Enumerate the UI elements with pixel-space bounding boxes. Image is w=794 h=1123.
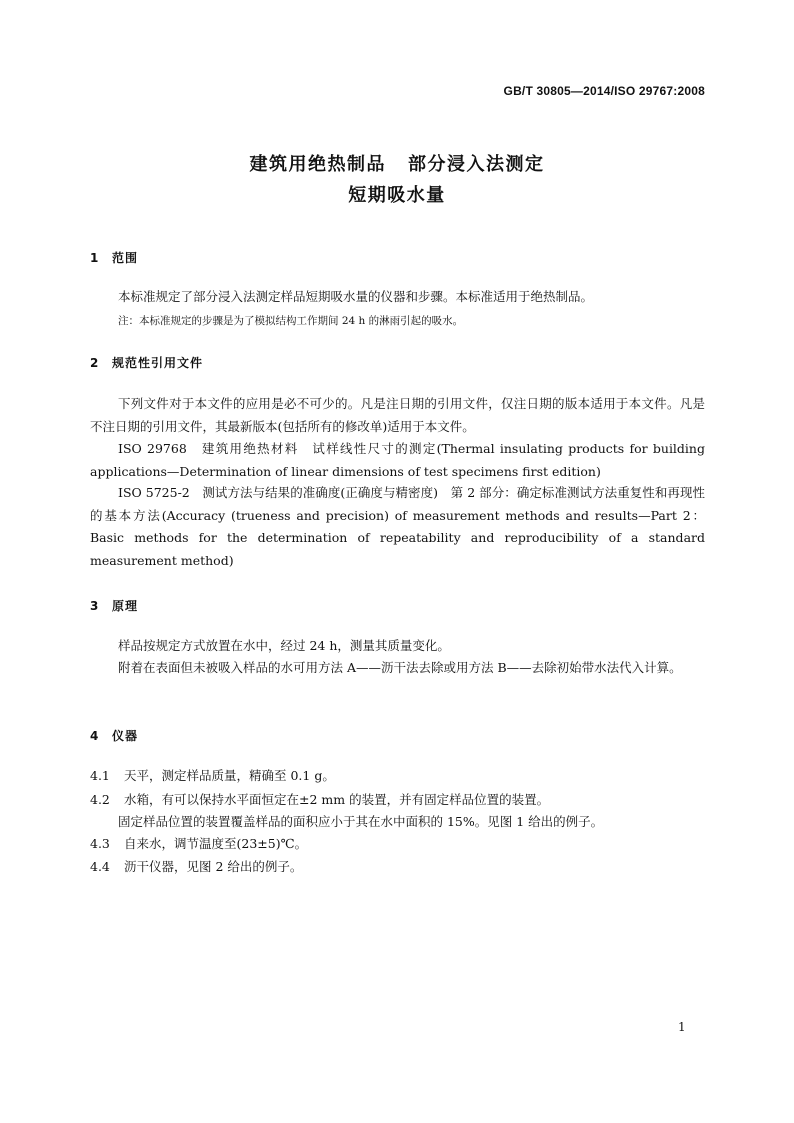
- clause-text: 自来水，调节温度至(23±5)℃。: [124, 836, 308, 851]
- section-4-heading: [90, 727, 138, 744]
- section-1-heading: [90, 249, 138, 266]
- section-title: 规范性引用文件: [112, 356, 204, 370]
- document-title-line2: 短期吸水量: [348, 185, 446, 206]
- clause-4-4: [90, 856, 302, 878]
- clause-number: 4.3: [90, 836, 110, 851]
- section-number: 4: [90, 729, 100, 743]
- section-1-paragraph: 本标准规定了部分浸入法测定样品短期吸水量的仪器和步骤。本标准适用于绝热制品。: [118, 289, 594, 304]
- section-3-paragraph-1: 样品按规定方式放置在水中，经过 24 h，测量其质量变化。: [118, 638, 450, 653]
- section-3-paragraph-2: 附着在表面但未被吸入样品的水可用方法 A——沥干法去除或用方法 B——去除初始带水法代入计算。: [118, 660, 682, 675]
- section-2-paragraph: 下列文件对于本文件的应用是必不可少的。凡是注日期的引用文件，仅注日期的版本适用于本文件。凡是不注日期的引用文件，其最新版本(包括所有的修改单)适用于本文件。: [90, 396, 705, 434]
- section-title: 原理: [112, 599, 139, 613]
- section-1-note: 注：本标准规定的步骤是为了模拟结构工作期间 24 h 的淋雨引起的吸水。: [118, 315, 464, 327]
- clause-4-3: [90, 833, 307, 855]
- section-2-heading: [90, 354, 203, 371]
- section-number: 3: [90, 599, 100, 613]
- clause-number: 4.1: [90, 768, 110, 783]
- section-number: 1: [90, 251, 100, 265]
- section-number: 2: [90, 356, 100, 370]
- clause-number: 4.2: [90, 792, 110, 807]
- page-number: 1: [678, 1020, 686, 1034]
- section-3-heading: [90, 597, 138, 614]
- standard-code: GB/T 30805—2014/ISO 29767:2008: [503, 84, 705, 98]
- clause-number: 4.4: [90, 859, 110, 874]
- clause-text: 水箱，有可以保持水平面恒定在±2 mm 的装置，并有固定样品位置的装置。: [124, 792, 550, 807]
- title-part2: 部分浸入法测定: [408, 154, 545, 175]
- section-title: 范围: [112, 251, 139, 265]
- clause-4-1: [90, 765, 335, 787]
- document-title-line1: [0, 150, 794, 176]
- clause-text: 固定样品位置的装置覆盖样品的面积应小于其在水中面积的 15%。见图 1 给出的例子。: [118, 814, 604, 829]
- reference-iso-5725-2: ISO 5725-2 测试方法与结果的准确度(正确度与精密度) 第 2 部分：确定标准测试方法重复性和再现性的基本方法(Accuracy (trueness and precision) of measurement methods and results—Part 2：Basic methods for the determination of repeatability and reproducibility of a standard measurement method): [90, 485, 705, 568]
- clause-4-2: [90, 789, 549, 811]
- clause-text: 天平，测定样品质量，精确至 0.1 g。: [124, 768, 335, 783]
- clause-text: 沥干仪器，见图 2 给出的例子。: [124, 859, 303, 874]
- title-part1: 建筑用绝热制品: [249, 154, 386, 175]
- reference-iso-29768: ISO 29768 建筑用绝热材料 试样线性尺寸的测定(Thermal insulating products for building applications—Determination of linear dimensions of test specimens first edition): [90, 441, 705, 479]
- section-title: 仪器: [112, 729, 139, 743]
- clause-4-2-continuation: [118, 811, 603, 833]
